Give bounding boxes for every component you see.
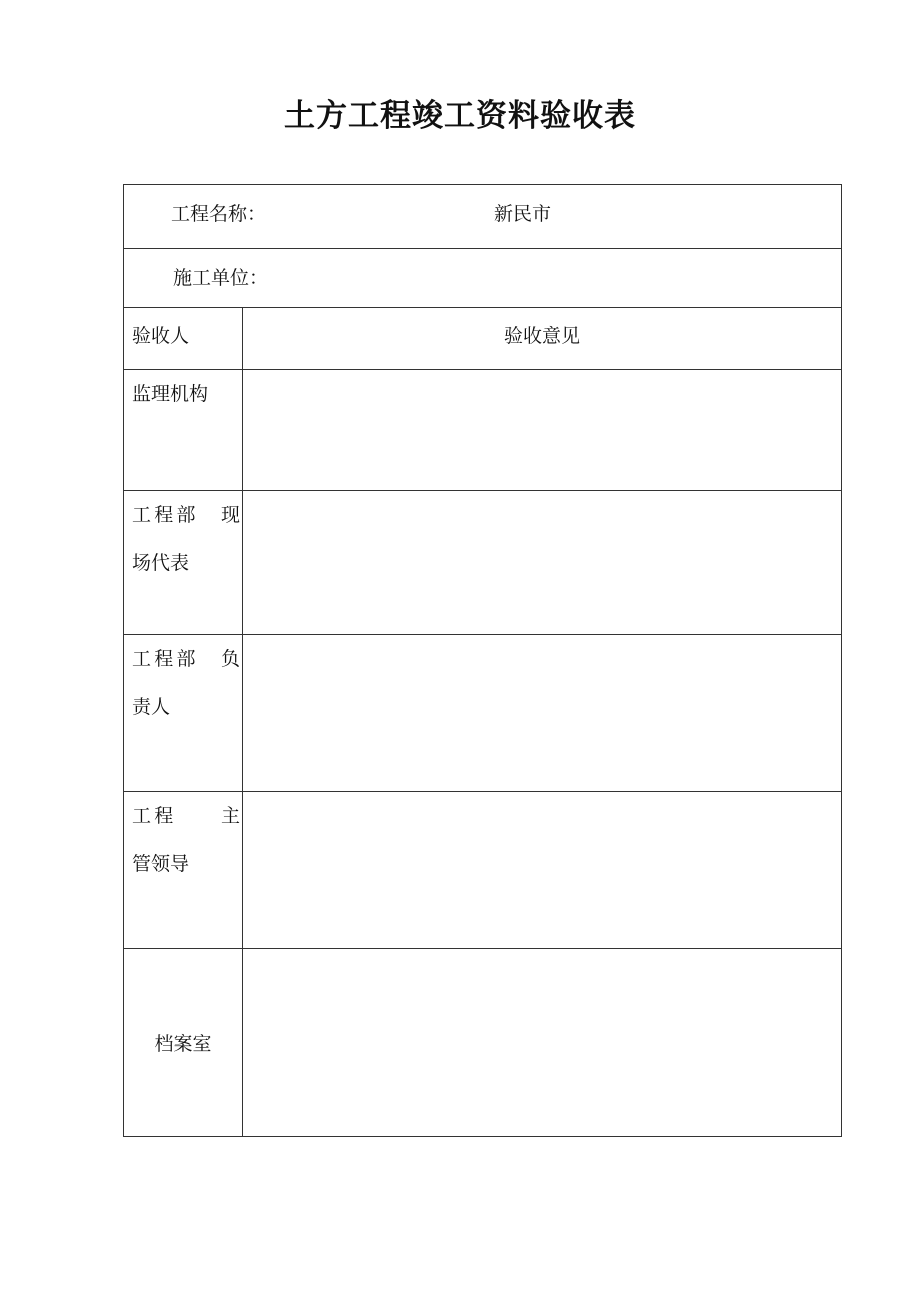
reviewer-label: 监理机构 xyxy=(132,383,209,405)
opinion-cell[interactable] xyxy=(243,370,842,491)
table-row xyxy=(124,635,842,792)
construction-unit-row xyxy=(124,249,842,308)
reviewer-label-line-2: 责人 xyxy=(132,696,171,718)
project-name-row xyxy=(124,185,842,249)
project-name-value: 新民市 xyxy=(494,203,552,225)
opinion-header: 验收意见 xyxy=(243,308,842,370)
reviewer-label-line-2: 管领导 xyxy=(132,853,190,875)
project-name-cell xyxy=(124,185,842,249)
opinion-cell[interactable] xyxy=(243,491,842,635)
table-row xyxy=(124,370,842,491)
reviewer-header: 验收人 xyxy=(124,308,243,370)
table-header-row xyxy=(124,308,842,370)
reviewer-label: 档案室 xyxy=(154,1033,212,1055)
opinion-cell[interactable] xyxy=(243,949,842,1137)
table-row xyxy=(124,792,842,949)
reviewer-cell xyxy=(124,792,243,949)
reviewer-label-line-2: 场代表 xyxy=(132,552,190,574)
page-title: 土方工程竣工资料验收表 xyxy=(284,98,636,134)
construction-unit-label: 施工单位： xyxy=(173,267,269,289)
project-name-label: 工程名称： xyxy=(171,203,267,225)
reviewer-cell xyxy=(124,635,243,792)
reviewer-label-line-1: 工程部 负 xyxy=(132,648,240,670)
reviewer-cell xyxy=(124,491,243,635)
reviewer-label-line-1: 工程 主 xyxy=(132,805,240,827)
table-row xyxy=(124,491,842,635)
acceptance-form-table xyxy=(123,184,842,1137)
opinion-cell[interactable] xyxy=(243,792,842,949)
opinion-cell[interactable] xyxy=(243,635,842,792)
reviewer-cell xyxy=(124,370,243,491)
construction-unit-cell xyxy=(124,249,842,308)
table-row xyxy=(124,949,842,1137)
reviewer-cell xyxy=(124,949,243,1137)
reviewer-label-line-1: 工程部 现 xyxy=(132,504,240,526)
